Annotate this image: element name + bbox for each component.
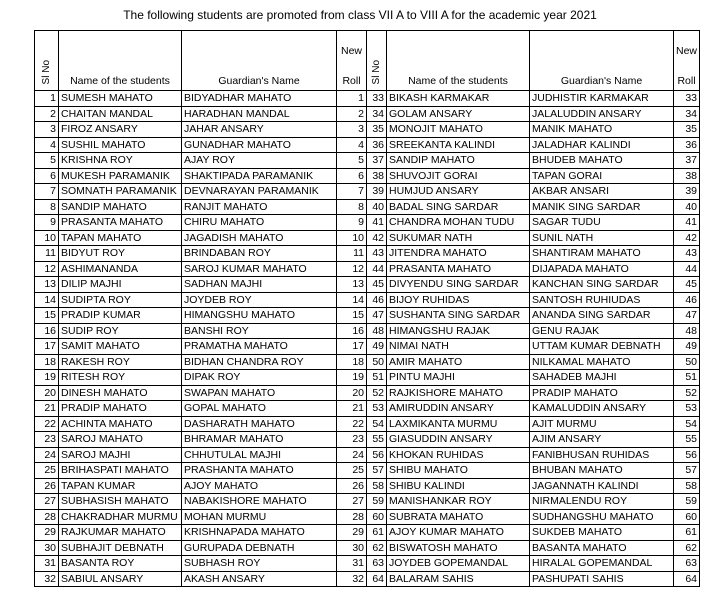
student-name: PINTU MAJHI [387, 370, 530, 386]
new-roll: 35 [674, 122, 700, 138]
table-row [35, 556, 700, 572]
new-roll: 37 [674, 153, 700, 169]
guardian-name: MANIK SING SARDAR [530, 199, 674, 215]
student-name: SUSHANTA SING SARDAR [387, 308, 530, 324]
student-name: PRASANTA MAHATO [387, 261, 530, 277]
sl-number: 32 [35, 571, 59, 587]
student-name: MUKESH PARAMANIK [59, 168, 182, 184]
guardian-name: MANIK MAHATO [530, 122, 674, 138]
guardian-name: JAHAR ANSARY [182, 122, 337, 138]
sl-number: 17 [35, 339, 59, 355]
new-roll: 14 [337, 292, 367, 308]
sl-number: 22 [35, 416, 59, 432]
new-roll: 17 [337, 339, 367, 355]
sl-number: 21 [35, 401, 59, 417]
guardian-name: SAGAR TUDU [530, 215, 674, 231]
sl-number: 53 [367, 401, 387, 417]
new-roll: 63 [674, 556, 700, 572]
sl-number: 33 [367, 91, 387, 107]
sl-number: 9 [35, 215, 59, 231]
table-row [35, 447, 700, 463]
sl-number: 23 [35, 432, 59, 448]
new-roll: 60 [674, 509, 700, 525]
sl-number: 27 [35, 494, 59, 510]
student-name: DILIP MAJHI [59, 277, 182, 293]
new-roll: 54 [674, 416, 700, 432]
new-roll: 43 [674, 246, 700, 262]
page-title: The following students are promoted from class VII A to VIII A for the academic year 2021 [123, 8, 597, 22]
new-roll: 26 [337, 478, 367, 494]
new-roll: 31 [337, 556, 367, 572]
sl-number: 25 [35, 463, 59, 479]
student-name: SUDIP ROY [59, 323, 182, 339]
guardian-name: DASHARATH MAHATO [182, 416, 337, 432]
new-roll: 24 [337, 447, 367, 463]
table-row [35, 168, 700, 184]
new-roll: 10 [337, 230, 367, 246]
table-row [35, 339, 700, 355]
student-name: DINESH MAHATO [59, 385, 182, 401]
guardian-name: GOPAL MAHATO [182, 401, 337, 417]
guardian-name: DIPAK ROY [182, 370, 337, 386]
sl-number: 57 [367, 463, 387, 479]
guardian-name: BRINDABAN ROY [182, 246, 337, 262]
guardian-name: BANSHI ROY [182, 323, 337, 339]
guardian-name: SUNIL NATH [530, 230, 674, 246]
student-name: SAROJ MAJHI [59, 447, 182, 463]
student-name: CHAITAN MANDAL [59, 106, 182, 122]
new-roll: 52 [674, 385, 700, 401]
table-row [35, 246, 700, 262]
student-name: SUBRATA MAHATO [387, 509, 530, 525]
table-row [35, 230, 700, 246]
guardian-name: NILKAMAL MAHATO [530, 354, 674, 370]
student-name: TAPAN KUMAR [59, 478, 182, 494]
student-name: BIKASH KARMAKAR [387, 91, 530, 107]
new-roll: 20 [337, 385, 367, 401]
new-roll: 22 [337, 416, 367, 432]
sl-number: 40 [367, 199, 387, 215]
guardian-name: NIRMALENDU ROY [530, 494, 674, 510]
student-name: FIROZ ANSARY [59, 122, 182, 138]
student-name: SANDIP MAHATO [387, 153, 530, 169]
student-name: SUSHIL MAHATO [59, 137, 182, 153]
table-row [35, 292, 700, 308]
new-roll: 4 [337, 137, 367, 153]
new-roll: 41 [674, 215, 700, 231]
sl-number: 3 [35, 122, 59, 138]
student-name: CHAKRADHAR MURMU [59, 509, 182, 525]
student-name: MONOJIT MAHATO [387, 122, 530, 138]
student-name: RAKESH ROY [59, 354, 182, 370]
guardian-name: BIDHAN CHANDRA ROY [182, 354, 337, 370]
sl-number: 52 [367, 385, 387, 401]
table-row [35, 261, 700, 277]
header-name-left: Name of the students [59, 31, 182, 91]
new-roll: 34 [674, 106, 700, 122]
new-roll: 7 [337, 184, 367, 200]
new-roll: 12 [337, 261, 367, 277]
sl-number: 16 [35, 323, 59, 339]
sl-number: 11 [35, 246, 59, 262]
sl-number: 38 [367, 168, 387, 184]
new-roll: 25 [337, 463, 367, 479]
sl-number: 44 [367, 261, 387, 277]
guardian-name: GENU RAJAK [530, 323, 674, 339]
table-row [35, 370, 700, 386]
new-roll: 13 [337, 277, 367, 293]
sl-number: 64 [367, 571, 387, 587]
new-roll: 3 [337, 122, 367, 138]
sl-number: 63 [367, 556, 387, 572]
table-row [35, 137, 700, 153]
sl-number: 48 [367, 323, 387, 339]
new-roll: 59 [674, 494, 700, 510]
table-row [35, 478, 700, 494]
sl-number: 46 [367, 292, 387, 308]
guardian-name: AJIM ANSARY [530, 432, 674, 448]
new-roll: 16 [337, 323, 367, 339]
guardian-name: AJAY ROY [182, 153, 337, 169]
sl-number: 29 [35, 525, 59, 541]
table-row [35, 277, 700, 293]
sl-number: 24 [35, 447, 59, 463]
student-name: SAMIT MAHATO [59, 339, 182, 355]
guardian-name: AJOY MAHATO [182, 478, 337, 494]
sl-number: 47 [367, 308, 387, 324]
guardian-name: CHIRU MAHATO [182, 215, 337, 231]
student-name: MANISHANKAR ROY [387, 494, 530, 510]
student-name: CHANDRA MOHAN TUDU [387, 215, 530, 231]
student-name: RAJKISHORE MAHATO [387, 385, 530, 401]
student-name: GIASUDDIN ANSARY [387, 432, 530, 448]
guardian-name: RANJIT MAHATO [182, 199, 337, 215]
sl-number: 37 [367, 153, 387, 169]
guardian-name: BHUBAN MAHATO [530, 463, 674, 479]
sl-number: 59 [367, 494, 387, 510]
student-name: NIMAI NATH [387, 339, 530, 355]
new-roll: 51 [674, 370, 700, 386]
sl-number: 8 [35, 199, 59, 215]
student-name: SHIBU MAHATO [387, 463, 530, 479]
new-roll: 39 [674, 184, 700, 200]
sl-number: 26 [35, 478, 59, 494]
table-row [35, 401, 700, 417]
sl-number: 31 [35, 556, 59, 572]
table-row [35, 354, 700, 370]
student-name: SAROJ MAHATO [59, 432, 182, 448]
guardian-name: AJIT MURMU [530, 416, 674, 432]
guardian-name: HARADHAN MANDAL [182, 106, 337, 122]
guardian-name: HIRALAL GOPEMANDAL [530, 556, 674, 572]
table-row [35, 323, 700, 339]
sl-number: 34 [367, 106, 387, 122]
promotion-table [34, 30, 700, 587]
sl-number: 39 [367, 184, 387, 200]
sl-number: 14 [35, 292, 59, 308]
guardian-name: DEVNARAYAN PARAMANIK [182, 184, 337, 200]
student-name: BASANTA ROY [59, 556, 182, 572]
guardian-name: SUBHASH ROY [182, 556, 337, 572]
student-name: AMIR MAHATO [387, 354, 530, 370]
new-roll: 40 [674, 199, 700, 215]
student-name: SANDIP MAHATO [59, 199, 182, 215]
guardian-name: GURUPADA DEBNATH [182, 540, 337, 556]
new-roll: 55 [674, 432, 700, 448]
student-name: SUDIPTA ROY [59, 292, 182, 308]
sl-number: 54 [367, 416, 387, 432]
guardian-name: UTTAM KUMAR DEBNATH [530, 339, 674, 355]
student-name: RAJKUMAR MAHATO [59, 525, 182, 541]
table-row [35, 122, 700, 138]
new-roll: 62 [674, 540, 700, 556]
student-name: JITENDRA MAHATO [387, 246, 530, 262]
student-name: SOMNATH PARAMANIK [59, 184, 182, 200]
guardian-name: SUKDEB MAHATO [530, 525, 674, 541]
sl-number: 41 [367, 215, 387, 231]
sl-number: 61 [367, 525, 387, 541]
new-roll: 23 [337, 432, 367, 448]
guardian-name: BHRAMAR MAHATO [182, 432, 337, 448]
student-name: SHIBU KALINDI [387, 478, 530, 494]
sl-number: 60 [367, 509, 387, 525]
sl-number: 45 [367, 277, 387, 293]
student-name: PRADIP MAHATO [59, 401, 182, 417]
sl-number: 4 [35, 137, 59, 153]
sl-number: 50 [367, 354, 387, 370]
student-name: TAPAN MAHATO [59, 230, 182, 246]
guardian-name: MOHAN MURMU [182, 509, 337, 525]
sl-number: 28 [35, 509, 59, 525]
new-roll: 18 [337, 354, 367, 370]
sl-number: 62 [367, 540, 387, 556]
guardian-name: PASHUPATI SAHIS [530, 571, 674, 587]
table-row [35, 385, 700, 401]
sl-number: 35 [367, 122, 387, 138]
new-roll: 19 [337, 370, 367, 386]
guardian-name: JALADHAR KALINDI [530, 137, 674, 153]
new-roll: 48 [674, 323, 700, 339]
new-roll: 29 [337, 525, 367, 541]
new-roll: 5 [337, 153, 367, 169]
sl-number: 36 [367, 137, 387, 153]
new-roll: 58 [674, 478, 700, 494]
sl-number: 18 [35, 354, 59, 370]
header-guardian-right: Guardian's Name [530, 31, 674, 91]
new-roll: 33 [674, 91, 700, 107]
guardian-name: SWAPAN MAHATO [182, 385, 337, 401]
guardian-name: TAPAN GORAI [530, 168, 674, 184]
student-name: SHUVOJIT GORAI [387, 168, 530, 184]
sl-number: 10 [35, 230, 59, 246]
student-name: BADAL SING SARDAR [387, 199, 530, 215]
new-roll: 53 [674, 401, 700, 417]
new-roll: 47 [674, 308, 700, 324]
sl-number: 43 [367, 246, 387, 262]
new-roll: 61 [674, 525, 700, 541]
table-row [35, 106, 700, 122]
student-name: AJOY KUMAR MAHATO [387, 525, 530, 541]
table-row [35, 525, 700, 541]
table-row [35, 494, 700, 510]
new-roll: 57 [674, 463, 700, 479]
sl-number: 2 [35, 106, 59, 122]
student-name: SABIUL ANSARY [59, 571, 182, 587]
guardian-name: JAGANNATH KALINDI [530, 478, 674, 494]
guardian-name: SADHAN MAJHI [182, 277, 337, 293]
student-name: SREEKANTA KALINDI [387, 137, 530, 153]
guardian-name: CHHUTULAL MAJHI [182, 447, 337, 463]
guardian-name: JUDHISTIR KARMAKAR [530, 91, 674, 107]
guardian-name: FANIBHUSAN RUHIDAS [530, 447, 674, 463]
table-row [35, 540, 700, 556]
guardian-name: JAGADISH MAHATO [182, 230, 337, 246]
new-roll: 27 [337, 494, 367, 510]
sl-number: 51 [367, 370, 387, 386]
guardian-name: DIJAPADA MAHATO [530, 261, 674, 277]
student-name: SUBHAJIT DEBNATH [59, 540, 182, 556]
guardian-name: GUNADHAR MAHATO [182, 137, 337, 153]
guardian-name: KANCHAN SING SARDAR [530, 277, 674, 293]
student-name: SUKUMAR NATH [387, 230, 530, 246]
student-name: PRADIP KUMAR [59, 308, 182, 324]
new-roll: 56 [674, 447, 700, 463]
guardian-name: SANTOSH RUHIUDAS [530, 292, 674, 308]
table-row [35, 432, 700, 448]
table-row [35, 91, 700, 107]
guardian-name: AKBAR ANSARI [530, 184, 674, 200]
new-roll: 49 [674, 339, 700, 355]
table-row [35, 215, 700, 231]
student-name: RITESH ROY [59, 370, 182, 386]
header-name-right: Name of the students [387, 31, 530, 91]
header-sl-left: Sl No [35, 31, 59, 91]
new-roll: 38 [674, 168, 700, 184]
guardian-name: JALALUDDIN ANSARY [530, 106, 674, 122]
new-roll: 6 [337, 168, 367, 184]
new-roll: 30 [337, 540, 367, 556]
guardian-name: BIDYADHAR MAHATO [182, 91, 337, 107]
table-row [35, 199, 700, 215]
guardian-name: SHANTIRAM MAHATO [530, 246, 674, 262]
new-roll: 42 [674, 230, 700, 246]
guardian-name: SUDHANGSHU MAHATO [530, 509, 674, 525]
new-roll: 46 [674, 292, 700, 308]
student-name: KRISHNA ROY [59, 153, 182, 169]
guardian-name: BASANTA MAHATO [530, 540, 674, 556]
new-roll: 9 [337, 215, 367, 231]
table-row [35, 308, 700, 324]
new-roll: 11 [337, 246, 367, 262]
student-name: ASHIMANANDA [59, 261, 182, 277]
student-name: KHOKAN RUHIDAS [387, 447, 530, 463]
student-name: BIJOY RUHIDAS [387, 292, 530, 308]
table-row [35, 571, 700, 587]
student-name: AMIRUDDIN ANSARY [387, 401, 530, 417]
guardian-name: SHAKTIPADA PARAMANIK [182, 168, 337, 184]
guardian-name: BHUDEB MAHATO [530, 153, 674, 169]
sl-number: 1 [35, 91, 59, 107]
student-name: JOYDEB GOPEMANDAL [387, 556, 530, 572]
table-row [35, 416, 700, 432]
sl-number: 20 [35, 385, 59, 401]
student-name: BALARAM SAHIS [387, 571, 530, 587]
sl-number: 19 [35, 370, 59, 386]
student-name: SUMESH MAHATO [59, 91, 182, 107]
guardian-name: HIMANGSHU MAHATO [182, 308, 337, 324]
new-roll: 36 [674, 137, 700, 153]
guardian-name: PRADIP MAHATO [530, 385, 674, 401]
guardian-name: KAMALUDDIN ANSARY [530, 401, 674, 417]
new-roll: 2 [337, 106, 367, 122]
new-roll: 28 [337, 509, 367, 525]
student-name: BISWATOSH MAHATO [387, 540, 530, 556]
guardian-name: JOYDEB ROY [182, 292, 337, 308]
guardian-name: SAHADEB MAJHI [530, 370, 674, 386]
table-row [35, 463, 700, 479]
guardian-name: PRASHANTA MAHATO [182, 463, 337, 479]
student-name: GOLAM ANSARY [387, 106, 530, 122]
guardian-name: PRAMATHA MAHATO [182, 339, 337, 355]
new-roll: 21 [337, 401, 367, 417]
student-name: HUMJUD ANSARY [387, 184, 530, 200]
new-roll: 50 [674, 354, 700, 370]
student-name: SUBHASISH MAHATO [59, 494, 182, 510]
guardian-name: SAROJ KUMAR MAHATO [182, 261, 337, 277]
sl-number: 5 [35, 153, 59, 169]
new-roll: 1 [337, 91, 367, 107]
guardian-name: ANANDA SING SARDAR [530, 308, 674, 324]
table-row [35, 509, 700, 525]
sl-number: 56 [367, 447, 387, 463]
sl-number: 7 [35, 184, 59, 200]
sl-number: 15 [35, 308, 59, 324]
header-guardian-left: Guardian's Name [182, 31, 337, 91]
header-roll-left: New Roll [337, 31, 367, 91]
table-row [35, 153, 700, 169]
new-roll: 45 [674, 277, 700, 293]
student-name: HIMANGSHU RAJAK [387, 323, 530, 339]
student-name: BRIHASPATI MAHATO [59, 463, 182, 479]
sl-number: 55 [367, 432, 387, 448]
student-name: DIVYENDU SING SARDAR [387, 277, 530, 293]
guardian-name: NABAKISHORE MAHATO [182, 494, 337, 510]
guardian-name: KRISHNAPADA MAHATO [182, 525, 337, 541]
student-name: PRASANTA MAHATO [59, 215, 182, 231]
sl-number: 12 [35, 261, 59, 277]
new-roll: 44 [674, 261, 700, 277]
sl-number: 13 [35, 277, 59, 293]
sl-number: 30 [35, 540, 59, 556]
table-row [35, 184, 700, 200]
new-roll: 15 [337, 308, 367, 324]
header-roll-right: New Roll [674, 31, 700, 91]
sl-number: 6 [35, 168, 59, 184]
sl-number: 49 [367, 339, 387, 355]
sl-number: 58 [367, 478, 387, 494]
new-roll: 8 [337, 199, 367, 215]
new-roll: 64 [674, 571, 700, 587]
header-sl-right: Sl No [367, 31, 387, 91]
header-row [35, 31, 700, 91]
student-name: BIDYUT ROY [59, 246, 182, 262]
student-name: ACHINTA MAHATO [59, 416, 182, 432]
student-name: LAXMIKANTA MURMU [387, 416, 530, 432]
new-roll: 32 [337, 571, 367, 587]
guardian-name: AKASH ANSARY [182, 571, 337, 587]
sl-number: 42 [367, 230, 387, 246]
